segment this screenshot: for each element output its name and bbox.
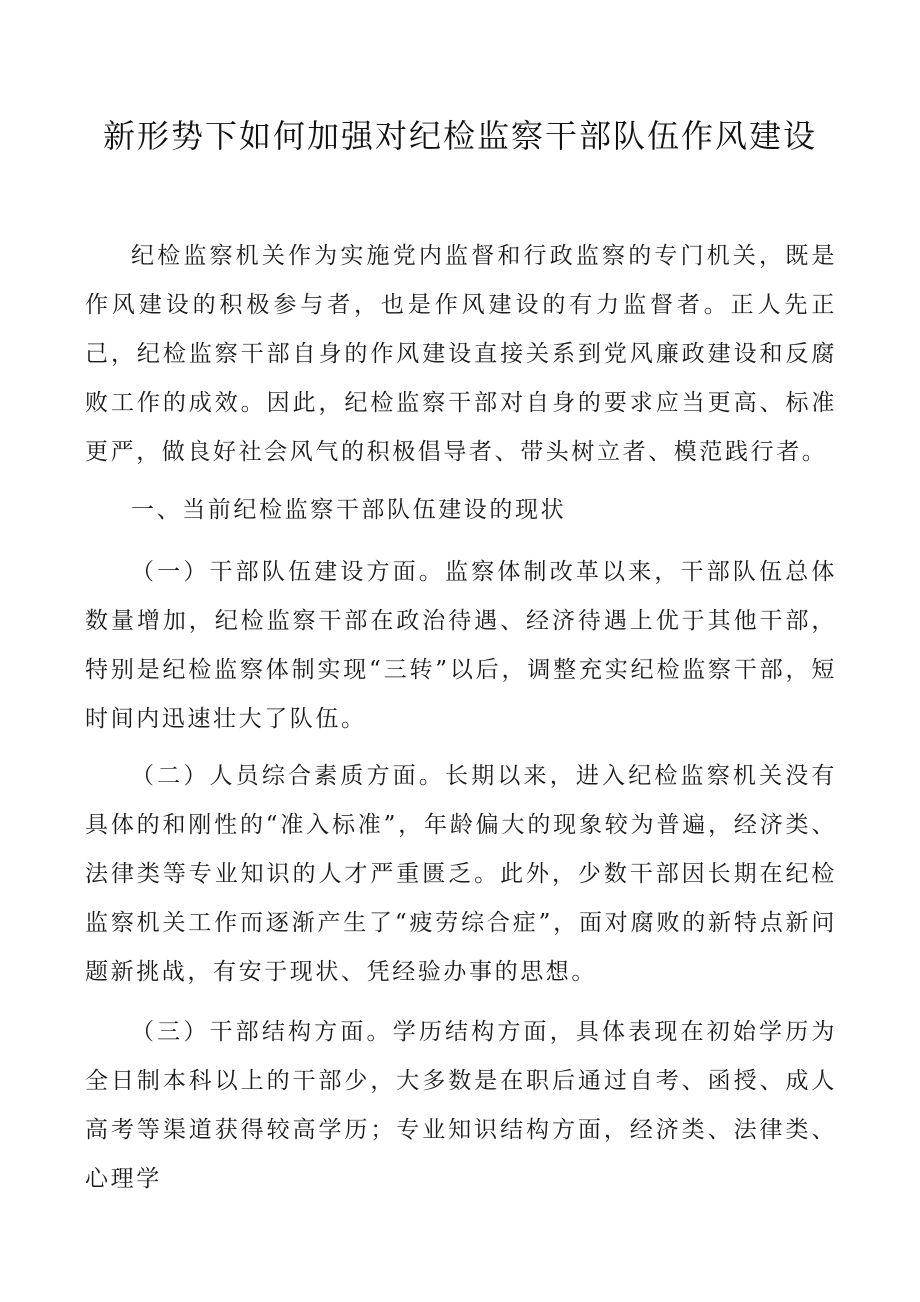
document-title: 新形势下如何加强对纪检监察干部队伍作风建设 bbox=[102, 117, 817, 155]
paragraph-cadre-structure: （三）干部结构方面。学历结构方面，具体表现在初始学历为全日制本科以上的干部少，大多数是在职后通过自考、函授、成人高考等渠道获得较高学历；专业知识结构方面，经济类、法律类、心理学 bbox=[85, 1019, 837, 1192]
paragraph-cadre-team: （一）干部队伍建设方面。监察体制改革以来，干部队伍总体数量增加，纪检监察干部在政治待遇、经济待遇上优于其他干部，特别是纪检监察体制实现“三转”以后，调整充实纪检监察干部，短时间内迅速壮大了队伍。 bbox=[85, 559, 837, 732]
intro-paragraph: 纪检监察机关作为实施党内监督和行政监察的专门机关，既是作风建设的积极参与者，也是作风建设的有力监督者。正人先正己，纪检监察干部自身的作风建设直接关系到党风廉政建设和反腐败工作的成效。因此，纪检监察干部对自身的要求应当更高、标准更严，做良好社会风气的积极倡导者、带头树立者、模范践行者。 bbox=[85, 243, 837, 465]
section-heading-1: 一、当前纪检监察干部队伍建设的现状 bbox=[131, 497, 567, 523]
paragraph-personnel-quality: （二）人员综合素质方面。长期以来，进入纪检监察机关没有具体的和刚性的“准入标准”，年龄偏大的现象较为普遍，经济类、法律类等专业知识的人才严重匮乏。此外，少数干部因长期在纪检监察机关工作而逐渐产生了“疲劳综合症”，面对腐败的新特点新问题新挑战，有安于现状、凭经验办事的思想。 bbox=[85, 763, 837, 985]
